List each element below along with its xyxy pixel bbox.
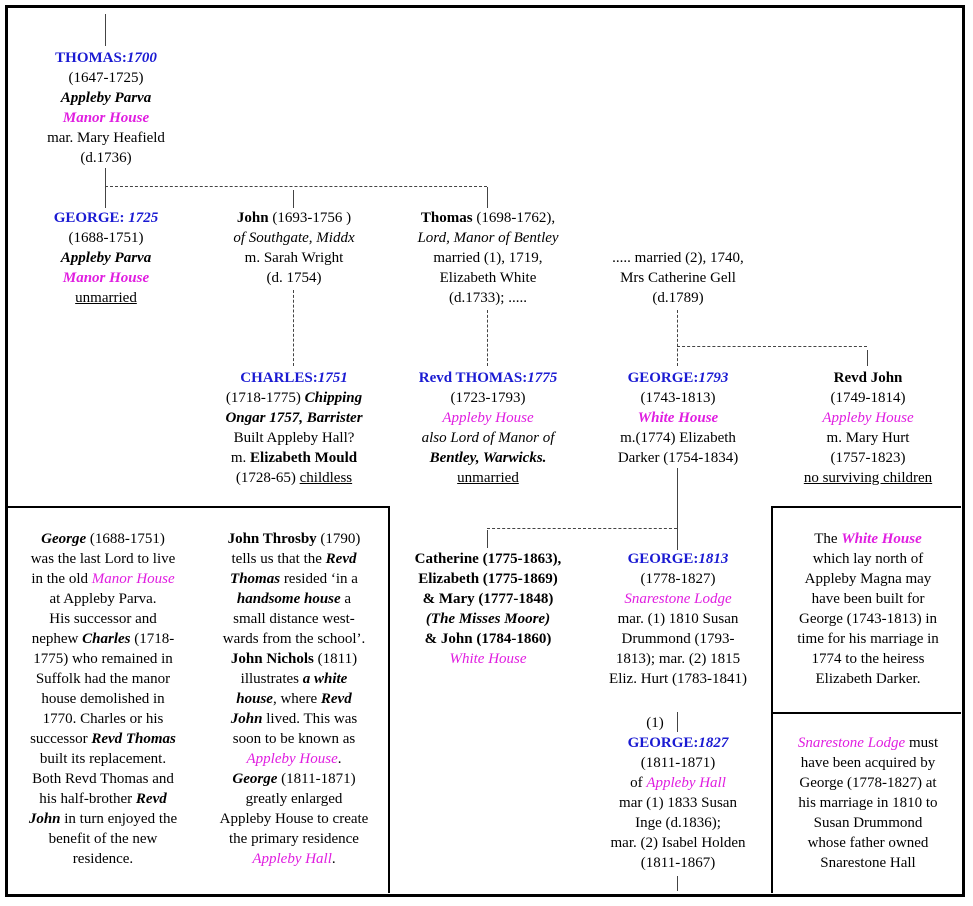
n-text: resided ‘in a: [280, 571, 358, 587]
line-john: [293, 190, 294, 208]
dates: (1778-1827): [640, 571, 716, 587]
dash-children: [105, 186, 487, 187]
n-text: built its replacement.: [39, 751, 167, 767]
person-george-1827: [580, 733, 776, 873]
spouse-dates: (d.1789): [652, 290, 704, 306]
person-john-1693: [196, 208, 392, 288]
line-m2-george: [677, 310, 678, 366]
marriage-2: [580, 248, 776, 308]
n-text: , where: [272, 691, 321, 707]
line4: (The Misses Moore): [425, 611, 551, 627]
n-text: (1811-1871): [277, 771, 356, 787]
n-name: Charles: [82, 631, 131, 647]
n-text: Snarestone Hall: [820, 855, 916, 871]
n-text: must: [905, 735, 939, 751]
marriage: mar. Mary Heafield: [47, 130, 165, 146]
line1: Catherine (1775-1863),: [414, 551, 562, 567]
n-text: was the last Lord to live: [30, 551, 176, 567]
dates: (1743-1813): [640, 390, 716, 406]
n-text: lived. This was: [262, 711, 358, 727]
n-text: Appleby House to create: [219, 811, 369, 827]
year: 1775: [527, 370, 558, 386]
n-name: Thomas: [230, 571, 281, 587]
spouse: Mrs Catherine Gell: [620, 270, 736, 286]
line5: & John (1784-1860): [424, 631, 552, 647]
name: Revd THOMAS:: [418, 370, 528, 386]
person-george-1813: [580, 549, 776, 689]
place-a: Chipping: [304, 390, 363, 406]
person-george-1725: [10, 208, 202, 308]
m1b: Inge (d.1836);: [635, 815, 721, 831]
year: 1827: [698, 735, 729, 751]
n-text: (1811): [313, 651, 358, 667]
year: 1700: [126, 50, 157, 66]
line-bottom: [677, 876, 678, 891]
n-text: 1774 to the heiress: [811, 651, 925, 667]
n-text: .: [331, 851, 336, 867]
house: Appleby House: [442, 410, 534, 426]
name: THOMAS:: [55, 50, 127, 66]
spouse1: Elizabeth White: [439, 270, 537, 286]
n-text: which lay north of: [812, 551, 924, 567]
n-text: at Appleby Parva.: [49, 591, 157, 607]
n-name: Revd: [135, 791, 167, 807]
n-name: house: [236, 691, 273, 707]
dates: (1749-1814): [830, 390, 906, 406]
title-b: Bentley, Warwicks.: [429, 450, 547, 466]
person-revd-john: [770, 368, 966, 488]
note-white-house: [773, 529, 963, 689]
n-text: in turn enjoyed the: [60, 811, 178, 827]
n-text: soon to be known as: [232, 731, 356, 747]
n-text: greatly enlarged: [245, 791, 343, 807]
line-thomas-revd: [487, 310, 488, 366]
house: Manor House: [62, 270, 150, 286]
n-text: residence.: [72, 851, 134, 867]
m1c: 1813); mar. (2) 1815: [615, 651, 741, 667]
n-house: Snarestone Lodge: [797, 735, 906, 751]
name: GEORGE:: [627, 370, 699, 386]
n-text: The: [814, 531, 842, 547]
status: unmarried: [457, 470, 519, 486]
n-house: White House: [841, 531, 922, 547]
note-left-top-border: [5, 506, 389, 508]
built: Built Appleby Hall?: [233, 430, 355, 446]
n-text: Appleby Magna may: [804, 571, 932, 587]
house: White House: [449, 651, 527, 667]
spouse-dates: (1757-1823): [830, 450, 906, 466]
m2: Eliz. Hurt (1783-1841): [609, 671, 747, 687]
person-thomas-1698: [390, 208, 586, 308]
marriage-marker: [640, 713, 670, 733]
n-text: his marriage in 1810 to: [798, 795, 938, 811]
n-text: house demolished in: [41, 691, 165, 707]
note-right-top-border: [771, 506, 961, 508]
line-top: [105, 14, 106, 46]
year: 1793: [698, 370, 729, 386]
n-name: George: [232, 771, 278, 787]
n-text: a: [340, 591, 352, 607]
name: GEORGE:: [627, 735, 699, 751]
n-name: handsome house: [236, 591, 341, 607]
m2b: (1811-1867): [640, 855, 716, 871]
n-name: John Throsby: [227, 531, 317, 547]
m1a: mar. (1) 1810 Susan: [617, 611, 739, 627]
n-text: 1770. Charles or his: [42, 711, 164, 727]
status: no surviving children: [803, 470, 933, 486]
line2: Elizabeth (1775-1869): [418, 571, 558, 587]
n-text: whose father owned: [807, 835, 929, 851]
n-text: his half-brother: [39, 791, 136, 807]
status: childless: [299, 470, 353, 486]
title: Lord, Manor of Bentley: [417, 230, 559, 246]
house: Appleby Hall: [646, 775, 726, 791]
n-text: have been acquired by: [800, 755, 936, 771]
n-text: the primary residence: [229, 831, 359, 847]
name: GEORGE:: [627, 551, 699, 567]
spouse-dates: (d.1736): [80, 150, 132, 166]
year: 1725: [128, 210, 159, 226]
n-text: successor: [30, 731, 92, 747]
n-house: Appleby Hall: [252, 851, 332, 867]
marriage-a: m.(1774) Elizabeth: [620, 430, 736, 446]
person-thomas-1700: [10, 48, 202, 168]
m1a: mar (1) 1833 Susan: [619, 795, 737, 811]
note-right-divider: [771, 712, 961, 714]
line-george1793-down: [677, 468, 678, 550]
spouse-dates: (d. 1754): [266, 270, 322, 286]
n-name: Revd Thomas: [91, 731, 176, 747]
line-daughters: [487, 530, 488, 548]
year: 1751: [317, 370, 348, 386]
dates: (1698-1762),: [472, 210, 556, 226]
n-text: (1718-: [130, 631, 175, 647]
note-snarestone-lodge: [773, 733, 963, 873]
dates: (1723-1793): [450, 390, 526, 406]
house: Snarestone Lodge: [624, 591, 732, 607]
n-text: George (1743-1813) in: [798, 611, 938, 627]
n-text: Elizabeth Darker.: [815, 671, 921, 687]
n-name: Revd: [325, 551, 357, 567]
dates: (1693-1756 ): [268, 210, 352, 226]
n-text: time for his marriage in: [797, 631, 939, 647]
n-name: John: [230, 711, 263, 727]
n-text: Susan Drummond: [813, 815, 923, 831]
person-charles-1751: [196, 368, 392, 488]
line1: ..... married (2), 1740,: [612, 250, 744, 266]
house: White House: [637, 410, 719, 426]
n-text: George (1778-1827) at: [799, 775, 937, 791]
note-george-manor: [8, 529, 198, 869]
spouse1-dates: (d.1733); .....: [449, 290, 527, 306]
n-text: wards from the school’.: [222, 631, 366, 647]
children-daughters: [390, 549, 586, 669]
person-revd-thomas-1775: [390, 368, 586, 488]
line3: & Mary (1777-1848): [422, 591, 554, 607]
name: John: [236, 210, 269, 226]
line-john-charles: [293, 290, 294, 366]
line-1813-1827: [677, 712, 678, 732]
year: 1813: [698, 551, 729, 567]
dates: (1811-1871): [640, 755, 716, 771]
line-thomas1698: [487, 187, 488, 208]
name: Revd John: [833, 370, 903, 386]
n-text: illustrates: [240, 671, 303, 687]
n-text: Both Revd Thomas and: [32, 771, 174, 787]
status: unmarried: [75, 290, 137, 306]
n-name: John: [28, 811, 61, 827]
marriage-a: m.: [230, 450, 251, 466]
marriage: m. Mary Hurt: [826, 430, 910, 446]
n-text: tells us that the: [231, 551, 326, 567]
n-text: small distance west-: [233, 611, 355, 627]
n-text: benefit of the new: [48, 831, 158, 847]
marker: (1): [646, 715, 664, 731]
n-house: Manor House: [91, 571, 175, 587]
name: Thomas: [420, 210, 473, 226]
n-name: Revd: [320, 691, 352, 707]
n-name: a white: [302, 671, 348, 687]
name: CHARLES:: [240, 370, 318, 386]
n-text: nephew: [31, 631, 83, 647]
m1b: Drummond (1793-: [621, 631, 735, 647]
n-text: Suffolk had the manor: [35, 671, 171, 687]
place: of Southgate, Middx: [233, 230, 355, 246]
n-text: 1775) who remained in: [33, 651, 173, 667]
line-thomas-down: [105, 168, 106, 208]
dates: (1718-1775): [225, 390, 305, 406]
n-text: (1688-1751): [86, 531, 165, 547]
marriage: Elizabeth Mould: [250, 450, 358, 466]
spouse-dates: (1728-65): [235, 470, 300, 486]
n-text: .: [337, 751, 342, 767]
n-text: in the old: [31, 571, 92, 587]
n-text: (1790): [316, 531, 361, 547]
note-throsby-nichols: [198, 529, 390, 869]
house: Appleby House: [822, 410, 914, 426]
place-b: Ongar 1757, Barrister: [225, 410, 363, 426]
dates: (1688-1751): [68, 230, 144, 246]
n-house: Appleby House: [246, 751, 338, 767]
dash-revdjohn: [677, 346, 867, 347]
m2a: mar. (2) Isabel Holden: [610, 835, 746, 851]
dash-daughters: [487, 528, 677, 529]
person-george-1793: [580, 368, 776, 468]
n-text: His successor and: [49, 611, 157, 627]
n-text: have been built for: [811, 591, 925, 607]
n-name: George: [41, 531, 87, 547]
name: GEORGE:: [53, 210, 129, 226]
title-a: also Lord of Manor of: [421, 430, 555, 446]
marriage1: married (1), 1719,: [433, 250, 543, 266]
of: of: [630, 775, 647, 791]
place: Appleby Parva: [60, 90, 152, 106]
n-name: John Nichols: [230, 651, 314, 667]
dates: (1647-1725): [68, 70, 144, 86]
place: Appleby Parva: [60, 250, 152, 266]
line-revdjohn: [867, 350, 868, 366]
marriage-b: Darker (1754-1834): [617, 450, 739, 466]
house: Manor House: [62, 110, 150, 126]
marriage: m. Sarah Wright: [244, 250, 344, 266]
